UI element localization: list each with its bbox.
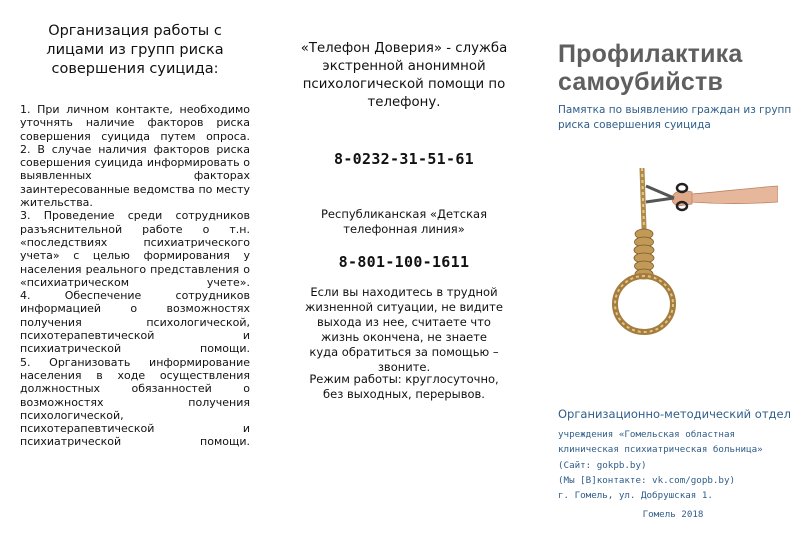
list-item: 1. При личном контакте, необходимо уточнять наличие факторов риска совершения суицида путем опроса. bbox=[20, 103, 250, 143]
brochure-subtitle: Памятка по выявлению граждан из групп риска совершения суицида bbox=[558, 104, 792, 131]
schedule-text: Режим работы: круглосуточно, без выходных, перерывов. bbox=[309, 372, 499, 401]
org-department: Организационно-методический отдел bbox=[558, 407, 791, 421]
title-line-2: самоубийств bbox=[558, 68, 724, 96]
city-year: Гомель 2018 bbox=[642, 509, 704, 520]
org-line: учреждения «Гомельская областная bbox=[558, 429, 736, 440]
org-website: (Сайт: gokpb.by) bbox=[558, 459, 647, 471]
list-item: 3. Проведение среди сотрудников разъяснительной работе о т.н. «последствиях психиатрического учета» с целью формирования у населения реального представления о «психиатрическом учете». bbox=[20, 209, 250, 289]
children-line-label: Республиканская «Детская телефонная линия» bbox=[320, 207, 487, 236]
list-item: 4. Обеспечение сотрудников информацией о возможностях получения психологической, психотерапевтической и психиатрической помощи. bbox=[20, 289, 250, 356]
left-title: Организация работы с лицами из групп риска совершения суицида: bbox=[46, 23, 224, 77]
children-line-number: 8-801-100-1611 bbox=[338, 253, 470, 271]
org-line: клиническая психиатрическая больница» bbox=[558, 444, 763, 456]
trust-phone-number: 8-0232-31-51-61 bbox=[334, 150, 474, 168]
org-address: г. Гомель, ул. Добрушская 1. bbox=[558, 490, 713, 502]
left-panel bbox=[0, 0, 270, 546]
org-vk: (Мы [В]контакте: vk.com/gopb.by) bbox=[558, 474, 736, 486]
right-panel bbox=[538, 0, 808, 546]
title-line-1: Профилактика bbox=[558, 40, 743, 68]
middle-panel bbox=[270, 0, 538, 546]
risk-work-list bbox=[20, 103, 250, 449]
appeal-text: Если вы находитесь в трудной жизненной ситуации, не видите выхода из нее, считаете что жизнь окончена, не знаете куда обратиться за помощью – звоните. bbox=[305, 285, 503, 374]
org-details bbox=[558, 427, 763, 503]
noose-with-scissors-icon bbox=[600, 168, 778, 336]
brochure-title bbox=[558, 40, 742, 96]
list-item: 2. В случае наличия факторов риска совершения суицида информировать о выявленных факторах заинтересованные ведомства по месту жительства. bbox=[20, 142, 250, 210]
list-item: 5. Организовать информирование населения в ходе осуществления должностных обязанностей о возможностях получения психологической, психотерапевтической и психиатрической помощи. bbox=[20, 355, 250, 449]
trust-phone-description: «Телефон Доверия» - служба экстренной анонимной психологической помощи по телефону. bbox=[300, 41, 508, 110]
